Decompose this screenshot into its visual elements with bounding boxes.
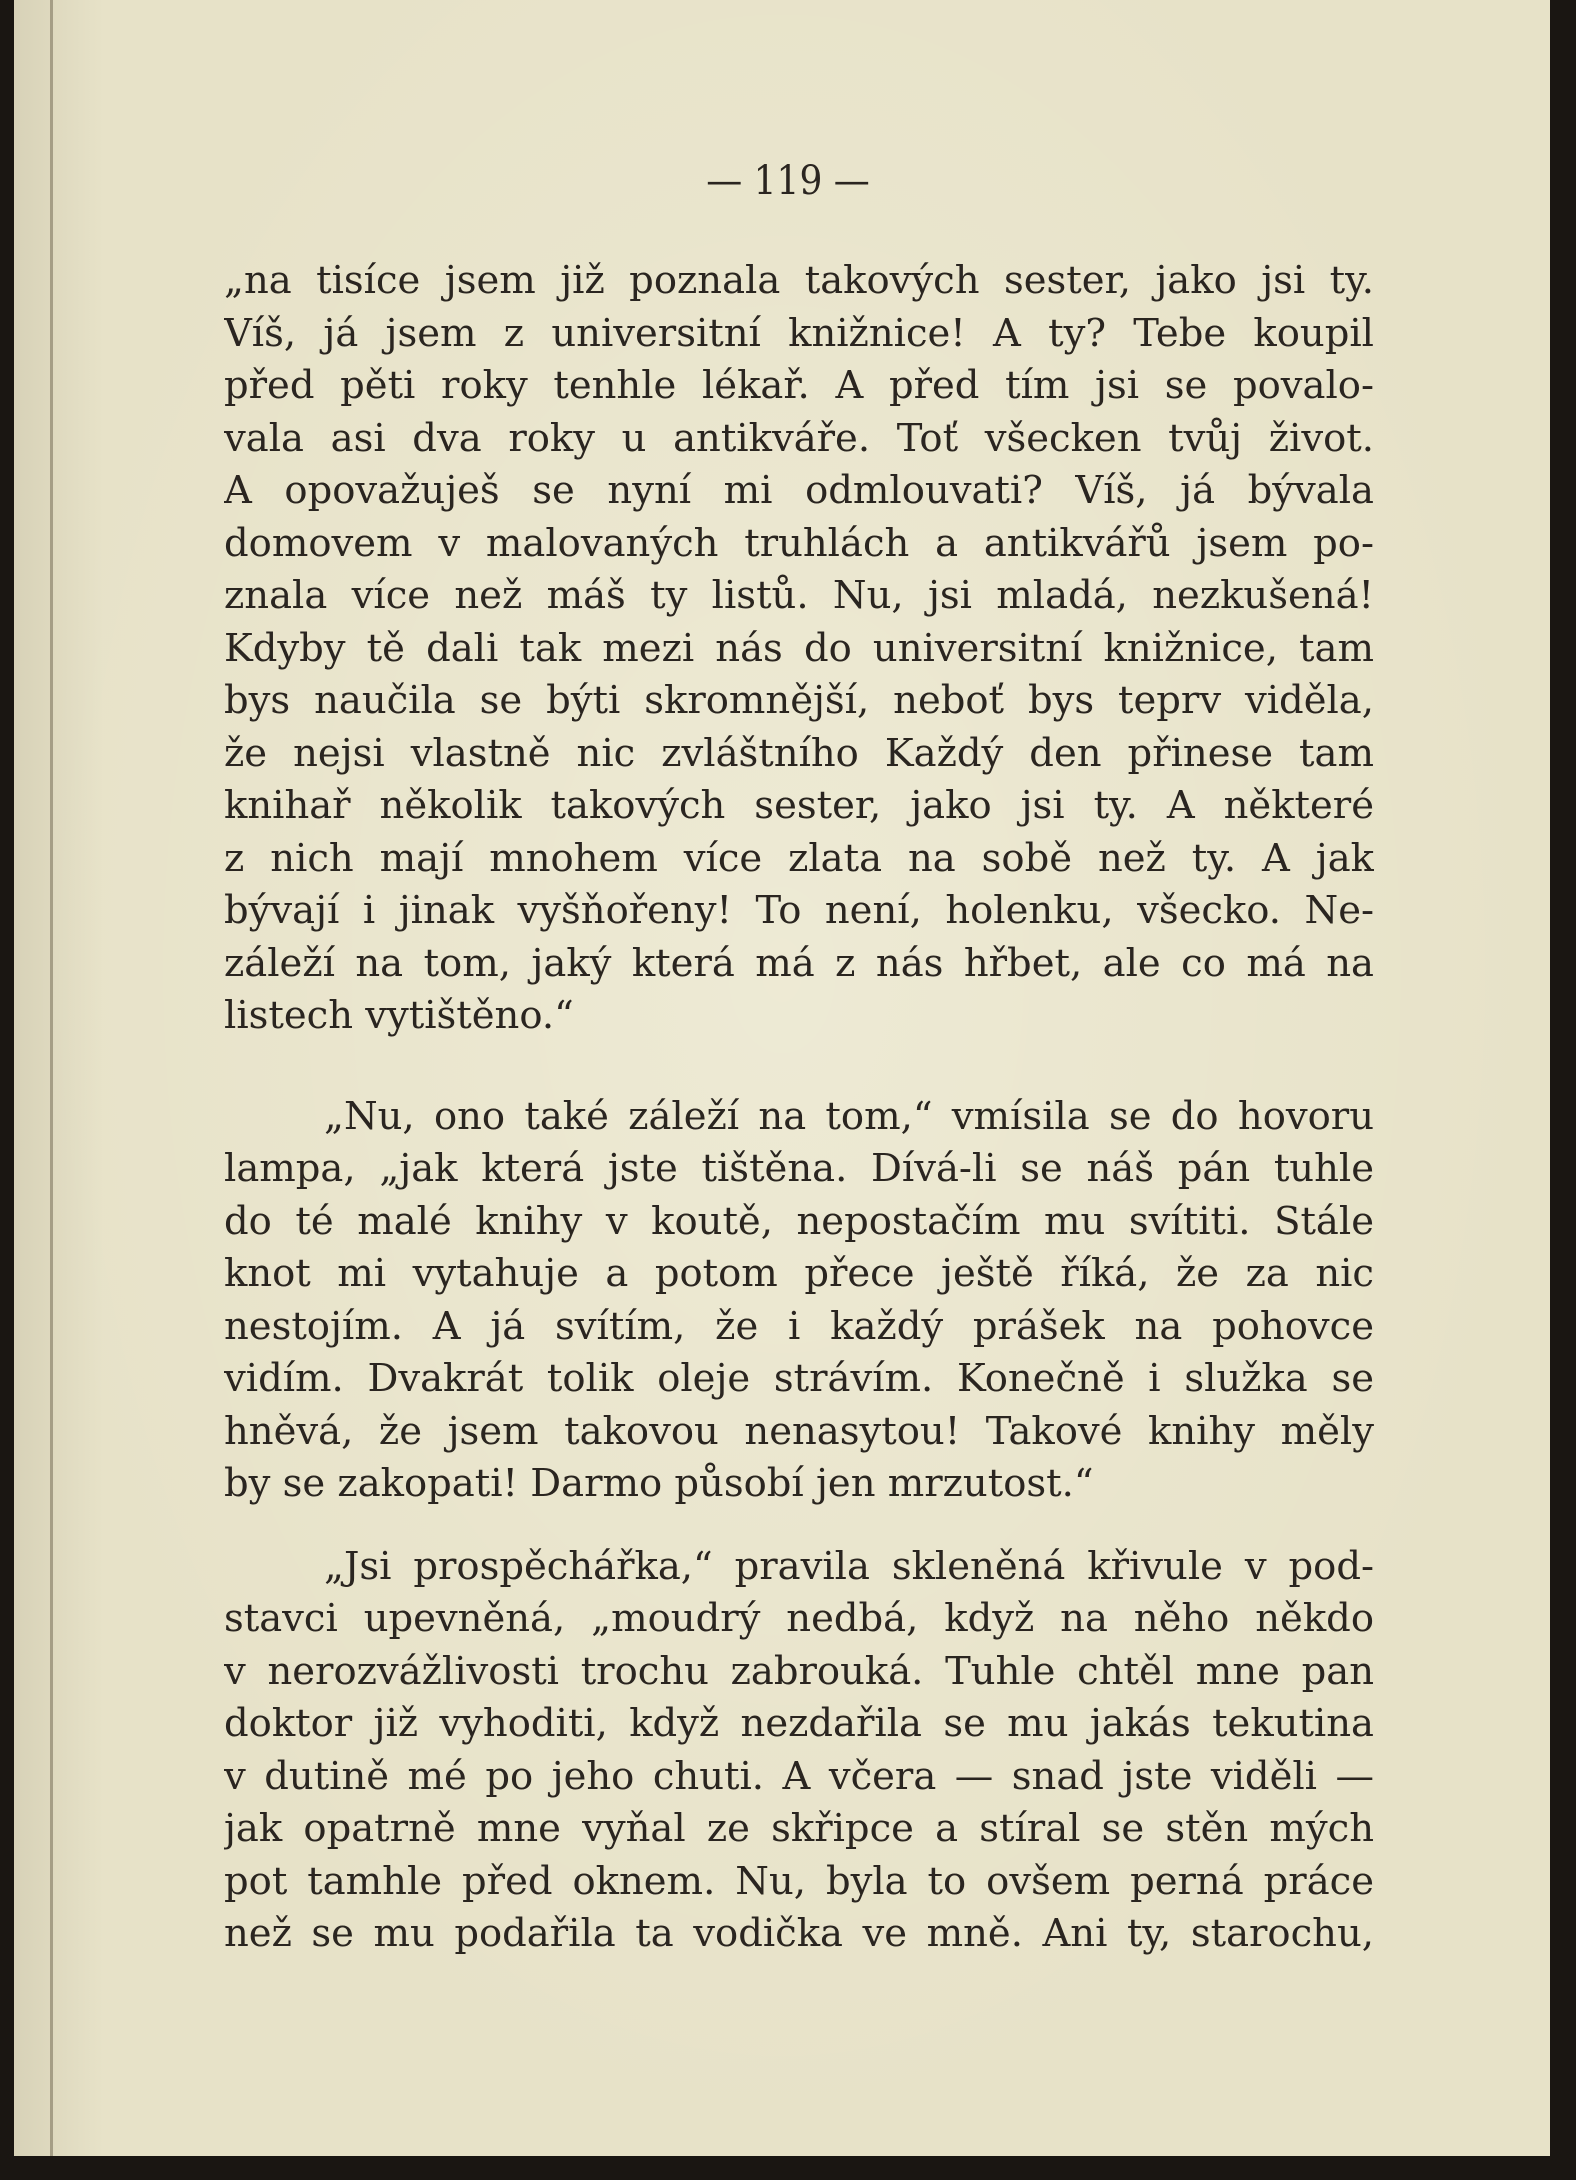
text-line: bys naučila se býti skromnější, neboť bys teprv viděla, xyxy=(224,678,1374,723)
text-line: pot tamhle před oknem. Nu, byla to ovšem perná práce xyxy=(224,1858,1374,1904)
text-line: vidím. Dvakrát tolik oleje strávím. Konečně i služka se xyxy=(224,1356,1374,1401)
text-line: listech vytištěno.“ xyxy=(224,993,574,1038)
paragraph-spacer xyxy=(224,1511,1374,1541)
text-line: než se mu podařila ta vodička ve mně. Ani ty, starochu, xyxy=(224,1911,1374,1956)
text-line: A opovažuješ se nyní mi odmlouvati? Víš, já bývala xyxy=(224,468,1374,513)
text-line: znala více než máš ty listů. Nu, jsi mladá, nezkušená! xyxy=(224,573,1374,618)
body-text xyxy=(224,255,1374,1961)
text-line: Víš, já jsem z universitní knižnice! A ty? Tebe koupil xyxy=(224,310,1374,356)
paragraph-2 xyxy=(224,1091,1374,1511)
text-line: že nejsi vlastně nic zvláštního Každý den přinese tam xyxy=(224,730,1374,776)
paragraph-spacer xyxy=(224,1043,1374,1091)
text-line: stavci upevněná, „moudrý nedbá, když na něho někdo xyxy=(224,1596,1374,1641)
text-line: „Nu, ono také záleží na tom,“ vmísila se do hovoru xyxy=(324,1093,1374,1139)
text-line: v dutině mé po jeho chuti. A včera — snad jste viděli — xyxy=(224,1753,1374,1799)
text-line: by se zakopati! Darmo působí jen mrzutost.“ xyxy=(224,1461,1094,1506)
text-line: do té malé knihy v koutě, nepostačím mu svítiti. Stále xyxy=(224,1198,1374,1244)
text-line: knot mi vytahuje a potom přece ještě říká, že za nic xyxy=(224,1251,1374,1296)
text-line: záleží na tom, jaký která má z nás hřbet, ale co má na xyxy=(224,940,1374,986)
text-line: vala asi dva roky u antikváře. Toť všecken tvůj život. xyxy=(224,415,1374,461)
text-line: „na tisíce jsem již poznala takových sester, jako jsi ty. xyxy=(224,258,1374,303)
text-line: doktor již vyhoditi, když nezdařila se mu jakás tekutina xyxy=(224,1701,1374,1746)
text-line: jak opatrně mne vyňal ze skřipce a stíral se stěn mých xyxy=(224,1806,1374,1851)
text-line: nestojím. A já svítím, že i každý prášek na pohovce xyxy=(224,1303,1374,1349)
text-line: bývají i jinak vyšňořeny! To není, holenku, všecko. Ne- xyxy=(224,888,1374,933)
page-number: — 119 — xyxy=(706,158,870,204)
text-line: v nerozvážlivosti trochu zabrouká. Tuhle chtěl mne pan xyxy=(224,1648,1374,1694)
text-line: před pěti roky tenhle lékař. A před tím jsi se povalo- xyxy=(224,363,1374,408)
text-line: z nich mají mnohem více zlata na sobě než ty. A jak xyxy=(224,835,1374,881)
text-line: lampa, „jak která jste tištěna. Dívá-li se náš pán tuhle xyxy=(224,1146,1374,1191)
text-line: „Jsi prospěchářka,“ pravila skleněná křivule v pod- xyxy=(324,1543,1374,1589)
text-line: domovem v malovaných truhlách a antikvářů jsem po- xyxy=(224,520,1374,566)
paragraph-1 xyxy=(224,255,1374,1043)
text-line: knihař několik takových sester, jako jsi ty. A některé xyxy=(224,783,1374,828)
text-line: Kdyby tě dali tak mezi nás do universitní knižnice, tam xyxy=(224,625,1374,671)
binding-gutter xyxy=(50,0,53,2156)
text-line: hněvá, že jsem takovou nenasytou! Takové knihy měly xyxy=(224,1408,1374,1454)
paragraph-3 xyxy=(224,1541,1374,1961)
